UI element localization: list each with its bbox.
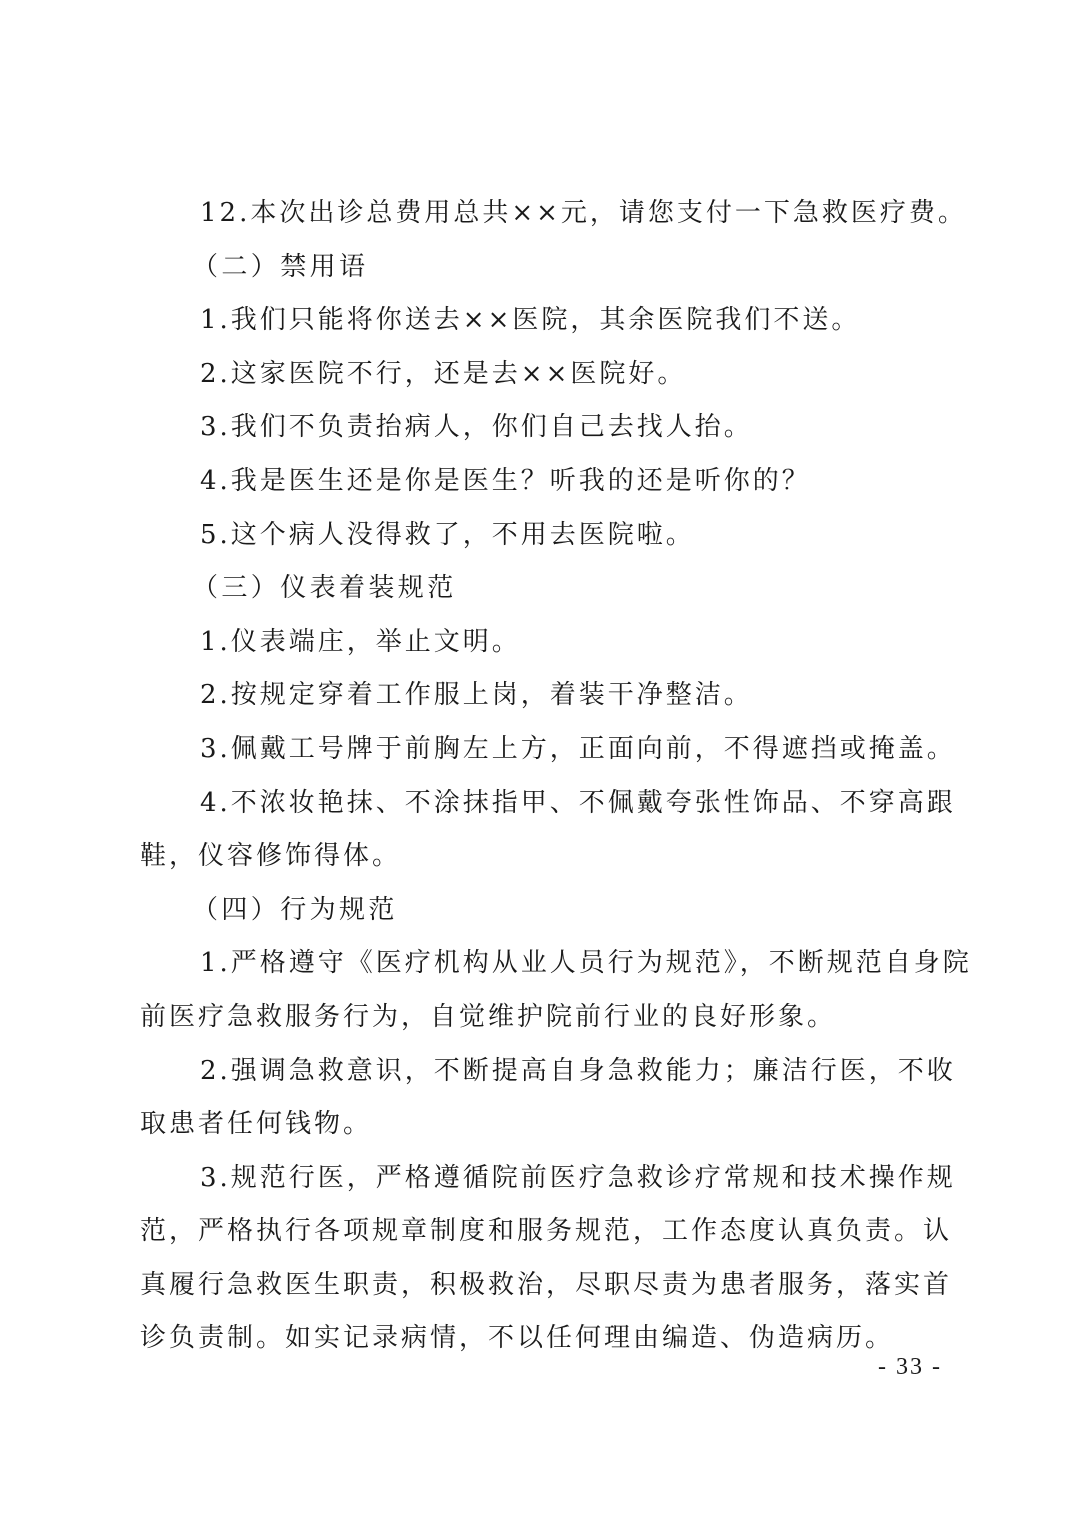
text-line: 3.佩戴工号牌于前胸左上方，正面向前，不得遮挡或掩盖。 — [200, 733, 956, 764]
text-line: 前医疗急救服务行为，自觉维护院前行业的良好形象。 — [140, 1001, 837, 1032]
text-line: 1.我们只能将你送去××医院，其余医院我们不送。 — [200, 305, 861, 336]
text-line: 1.严格遵守《医疗机构从业人员行为规范》，不断规范自身院 — [200, 948, 972, 979]
text-line: 2.强调急救意识，不断提高自身急救能力；廉洁行医，不收 — [200, 1055, 956, 1086]
section-heading: （二）禁用语 — [192, 251, 369, 282]
section-heading: （三）仪表着装规范 — [192, 573, 457, 604]
text-line: 12.本次出诊总费用总共××元，请您支付一下急救医疗费。 — [200, 198, 967, 228]
text-line: 2.按规定穿着工作服上岗，着装干净整洁。 — [200, 680, 753, 711]
text-line: 2.这家医院不行，还是去××医院好。 — [200, 358, 687, 389]
text-line: 范，严格执行各项规章制度和服务规范，工作态度认真负责。认 — [140, 1216, 953, 1247]
page-number: - 33 - — [878, 1354, 942, 1380]
text-line: 5.这个病人没得救了，不用去医院啦。 — [200, 519, 695, 550]
text-line: 取患者任何钱物。 — [140, 1109, 373, 1140]
text-line: 3.我们不负责抬病人，你们自己去找人抬。 — [200, 412, 753, 443]
text-line: 鞋，仪容修饰得体。 — [140, 841, 402, 872]
text-line: 1.仪表端庄，举止文明。 — [200, 626, 521, 657]
document-body — [140, 187, 972, 1366]
text-line: 诊负责制。如实记录病情，不以任何理由编造、伪造病历。 — [140, 1323, 895, 1354]
section-heading: （四）行为规范 — [192, 894, 398, 925]
text-line: 3.规范行医，严格遵循院前医疗急救诊疗常规和技术操作规 — [200, 1162, 956, 1193]
text-line: 4.不浓妆艳抹、不涂抹指甲、不佩戴夸张性饰品、不穿高跟 — [200, 787, 956, 818]
text-line: 4.我是医生还是你是医生？听我的还是听你的？ — [200, 465, 811, 496]
text-line: 真履行急救医生职责，积极救治，尽职尽责为患者服务，落实首 — [140, 1269, 953, 1300]
